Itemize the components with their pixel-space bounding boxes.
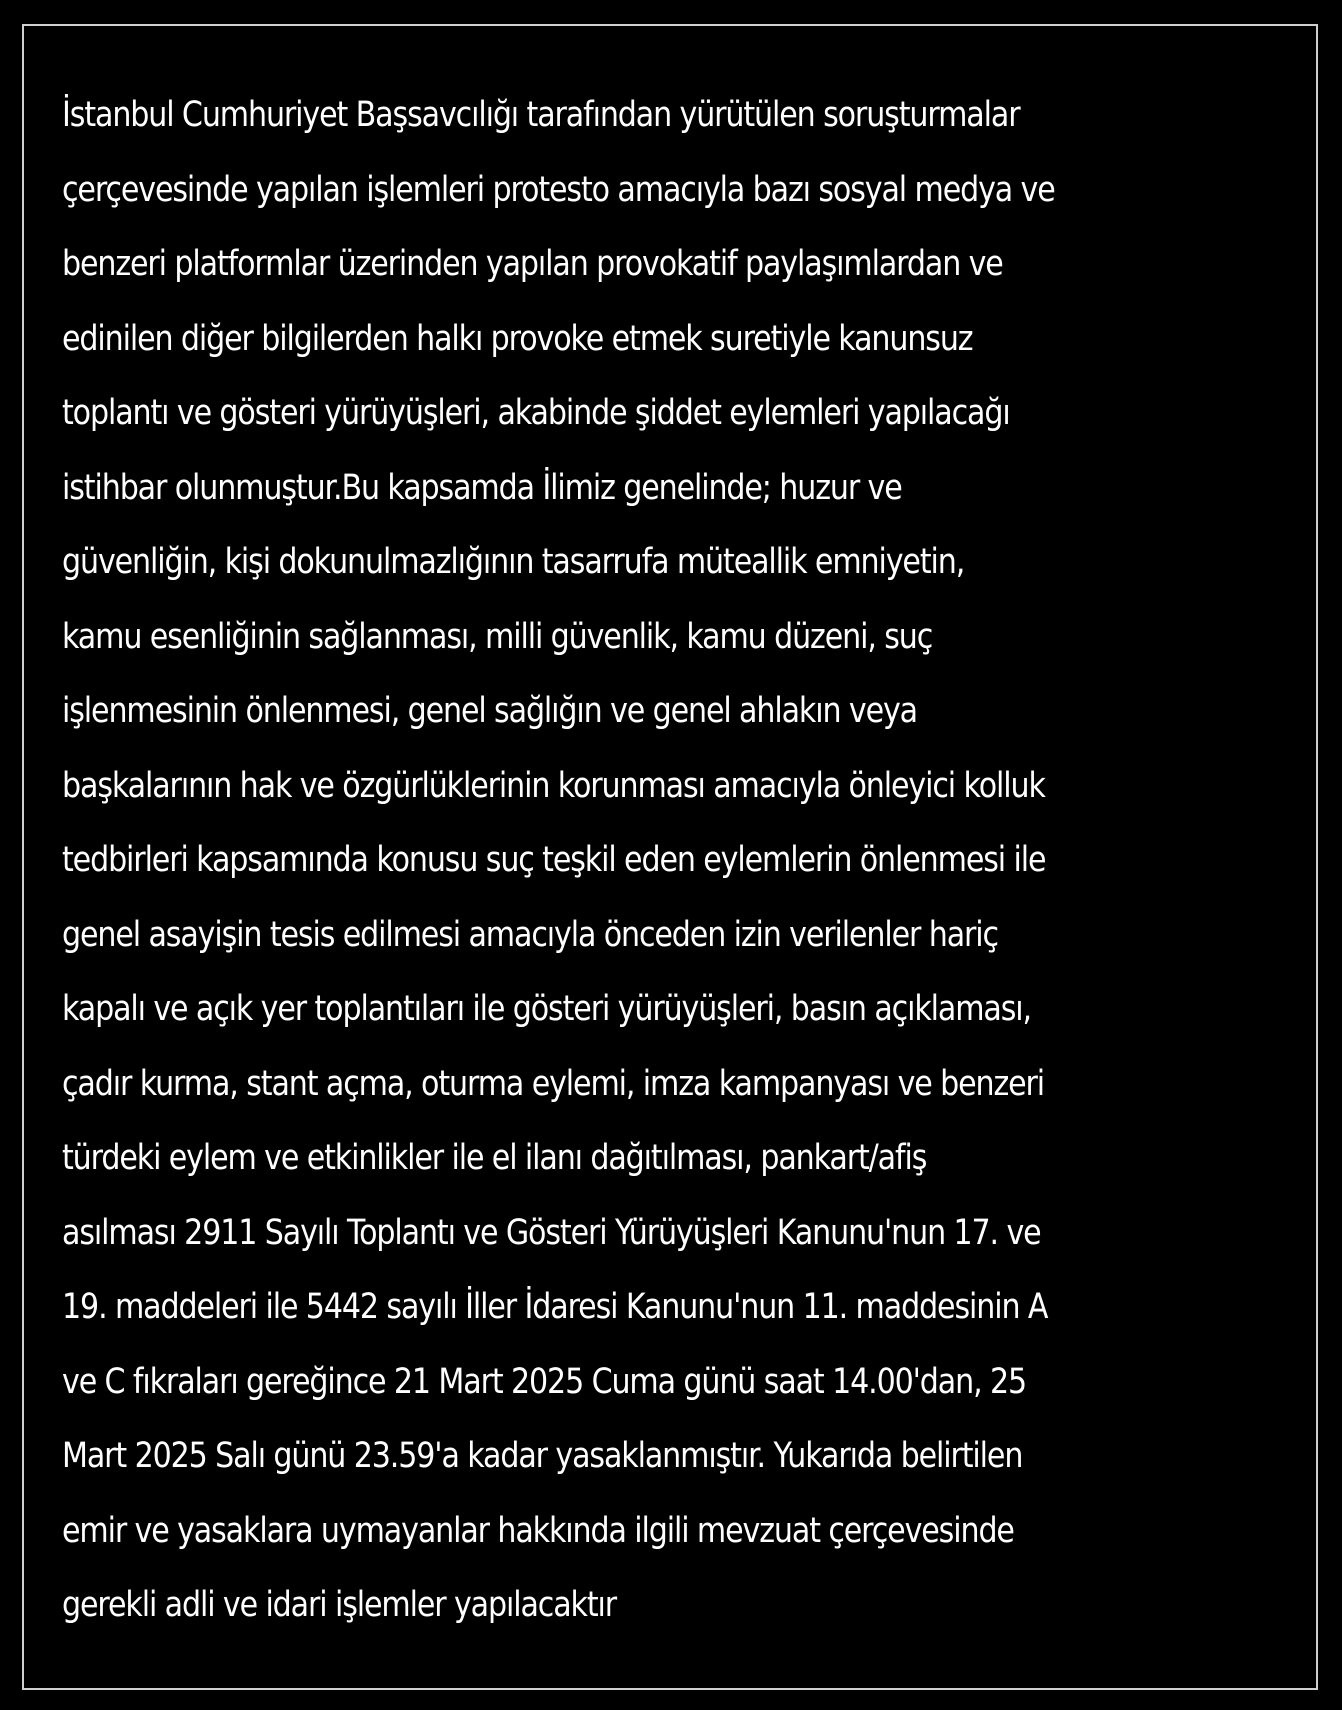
text-line: benzeri platformlar üzerinden yapılan provokatif paylaşımlardan ve: [62, 244, 1003, 284]
text-line: toplantı ve gösteri yürüyüşleri, akabinde şiddet eylemleri yapılacağı: [62, 393, 1010, 433]
text-line: Mart 2025 Salı günü 23.59'a kadar yasaklanmıştır. Yukarıda belirtilen: [62, 1436, 1023, 1476]
text-line: çerçevesinde yapılan işlemleri protesto amacıyla bazı sosyal medya ve: [62, 169, 1055, 210]
text-line: asılması 2911 Sayılı Toplantı ve Gösteri Yürüyüşleri Kanunu'nun 17. ve: [62, 1212, 1041, 1253]
text-line: tedbirleri kapsamında konusu suç teşkil eden eylemlerin önlenmesi ile: [62, 840, 1046, 880]
text-line: türdeki eylem ve etkinlikler ile el ilanı dağıtılması, pankart/afiş: [62, 1138, 927, 1178]
announcement-text: [62, 78, 1302, 1643]
text-line: ve C fıkraları gereğince 21 Mart 2025 Cuma günü saat 14.00'dan, 25: [62, 1361, 1027, 1402]
text-line: istihbar olunmuştur.Bu kapsamda İlimiz genelinde; huzur ve: [62, 467, 902, 508]
text-line: işlenmesinin önlenmesi, genel sağlığın ve genel ahlakın veya: [62, 691, 918, 731]
text-line: kapalı ve açık yer toplantıları ile gösteri yürüyüşleri, basın açıklaması,: [62, 989, 1032, 1029]
text-line: başkalarının hak ve özgürlüklerinin korunması amacıyla önleyici kolluk: [62, 765, 1045, 806]
text-line: güvenliğin, kişi dokunulmazlığının tasarrufa müteallik emniyetin,: [62, 542, 965, 582]
text-line: kamu esenliğinin sağlanması, milli güvenlik, kamu düzeni, suç: [62, 616, 933, 657]
text-line: gerekli adli ve idari işlemler yapılacaktır: [62, 1585, 617, 1625]
text-line: İstanbul Cumhuriyet Başsavcılığı tarafından yürütülen soruşturmalar: [62, 95, 1020, 135]
text-line: emir ve yasaklara uymayanlar hakkında ilgili mevzuat çerçevesinde: [62, 1510, 1014, 1551]
text-line: edinilen diğer bilgilerden halkı provoke etmek suretiyle kanunsuz: [62, 318, 973, 359]
text-line: genel asayişin tesis edilmesi amacıyla önceden izin verilenler hariç: [62, 914, 998, 955]
text-line: çadır kurma, stant açma, oturma eylemi, imza kampanyası ve benzeri: [62, 1063, 1045, 1104]
text-line: 19. maddeleri ile 5442 sayılı İller İdaresi Kanunu'nun 11. maddesinin A: [62, 1287, 1048, 1327]
